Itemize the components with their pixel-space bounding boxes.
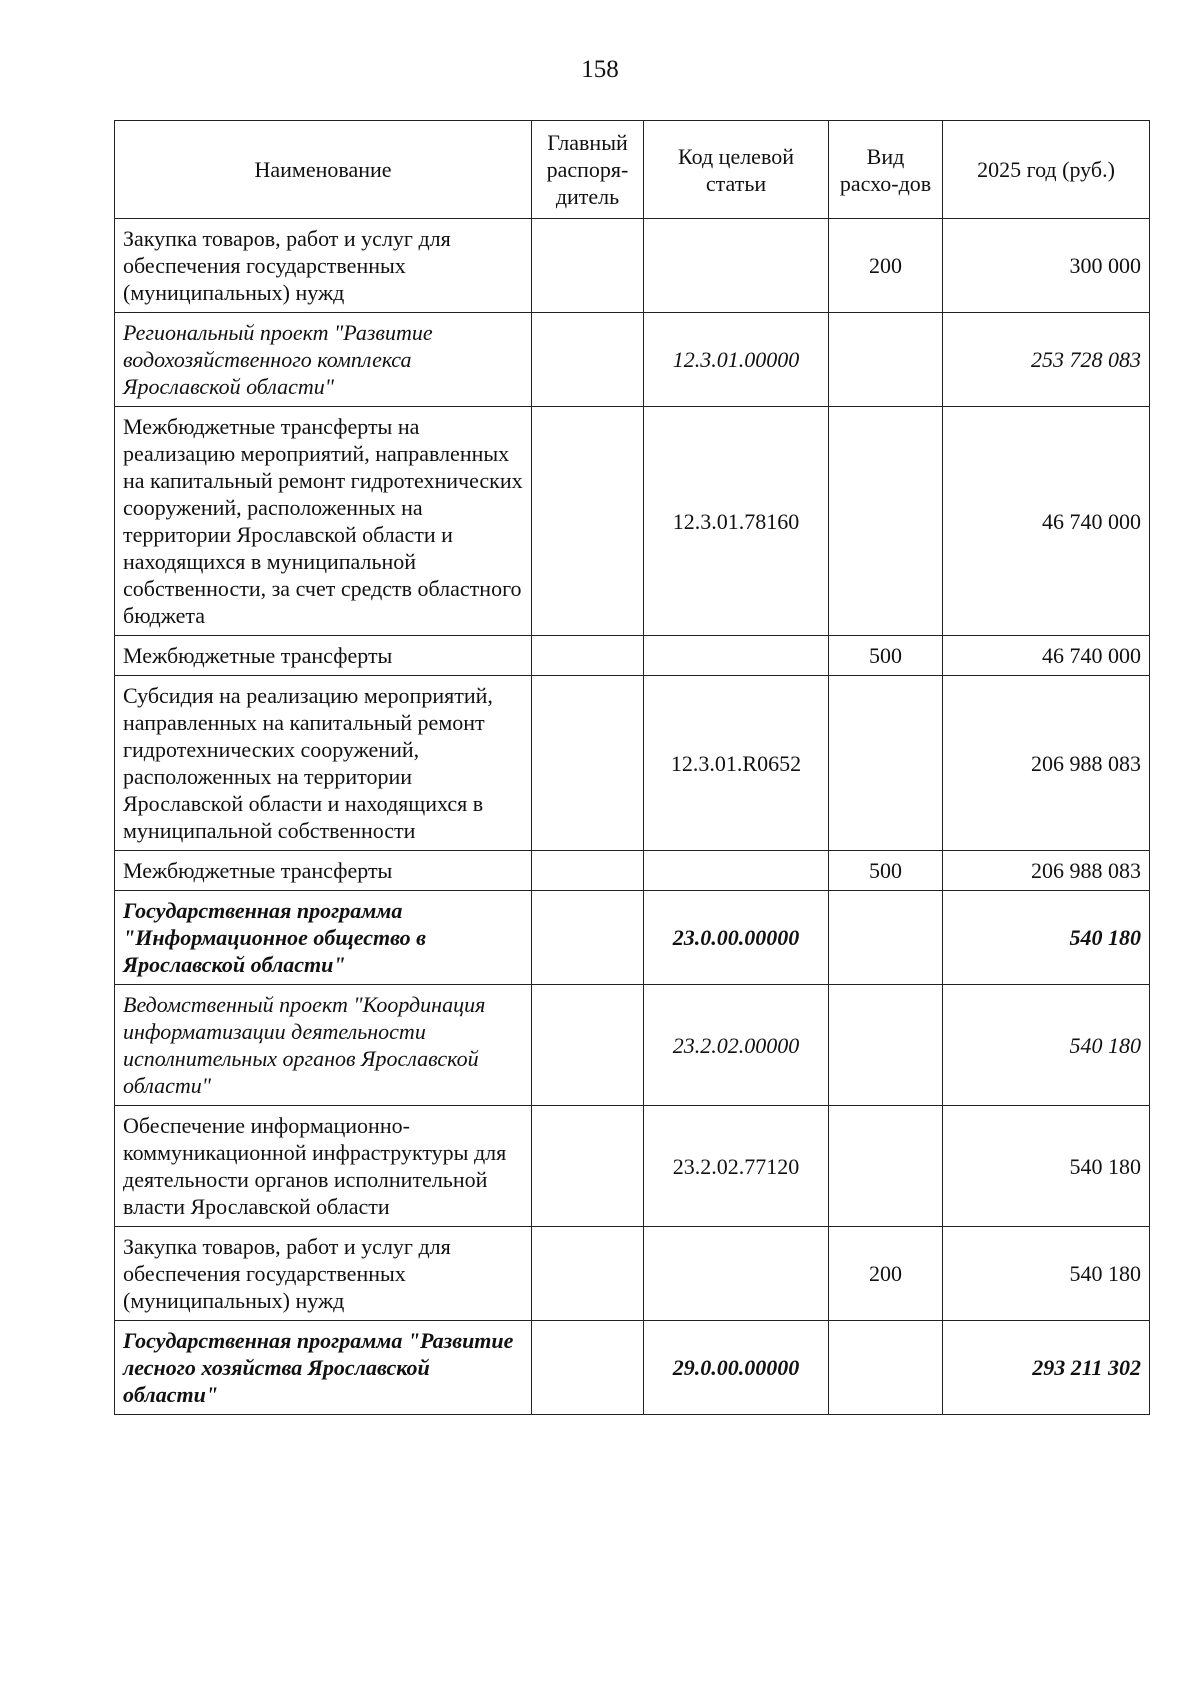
table-body [115,219,1150,1415]
cell-amount: 540 180 [943,891,1150,985]
table-row [115,676,1150,851]
cell-manager [532,985,644,1106]
cell-name: Закупка товаров, работ и услуг для обеспечения государственных (муниципальных) нужд [115,219,532,313]
cell-code [644,219,829,313]
cell-kind: 200 [829,1227,943,1321]
cell-code: 23.2.02.00000 [644,985,829,1106]
header-name: Наименование [115,121,532,219]
cell-amount: 46 740 000 [943,636,1150,676]
cell-kind: 500 [829,636,943,676]
table-row [115,636,1150,676]
cell-kind [829,891,943,985]
cell-name: Межбюджетные трансферты [115,636,532,676]
cell-amount: 206 988 083 [943,851,1150,891]
cell-code: 12.3.01.00000 [644,313,829,407]
cell-kind [829,1106,943,1227]
table-row [115,851,1150,891]
cell-amount: 253 728 083 [943,313,1150,407]
cell-code: 23.0.00.00000 [644,891,829,985]
cell-manager [532,1321,644,1415]
cell-code: 12.3.01.78160 [644,407,829,636]
cell-kind [829,985,943,1106]
cell-name: Ведомственный проект "Координация информатизации деятельности исполнительных органов Ярославской области" [115,985,532,1106]
cell-kind [829,676,943,851]
cell-name: Закупка товаров, работ и услуг для обеспечения государственных (муниципальных) нужд [115,1227,532,1321]
cell-manager [532,676,644,851]
cell-name: Обеспечение информационно-коммуникационной инфраструктуры для деятельности органов исполнительной власти Ярославской области [115,1106,532,1227]
cell-amount: 540 180 [943,1106,1150,1227]
cell-code: 23.2.02.77120 [644,1106,829,1227]
cell-kind [829,407,943,636]
table-row [115,985,1150,1106]
table-row [115,891,1150,985]
page-number: 158 [581,56,619,83]
cell-manager [532,407,644,636]
header-manager: Главный распоря-дитель [532,121,644,219]
cell-name: Межбюджетные трансферты [115,851,532,891]
cell-name: Региональный проект "Развитие водохозяйственного комплекса Ярославской области" [115,313,532,407]
cell-kind: 200 [829,219,943,313]
cell-manager [532,1227,644,1321]
table-row [115,1227,1150,1321]
cell-manager [532,891,644,985]
budget-table [114,120,1150,1415]
cell-manager [532,1106,644,1227]
cell-manager [532,313,644,407]
cell-name: Межбюджетные трансферты на реализацию мероприятий, направленных на капитальный ремонт гидротехнических сооружений, расположенных на территории Ярославской области и находящихся в муниципальной собственности, за счет средств областного бюджета [115,407,532,636]
table-row [115,219,1150,313]
table-row [115,1106,1150,1227]
header-code: Код целевой статьи [644,121,829,219]
header-amount: 2025 год (руб.) [943,121,1150,219]
cell-kind: 500 [829,851,943,891]
table-row [115,407,1150,636]
cell-amount: 540 180 [943,1227,1150,1321]
cell-code: 12.3.01.R0652 [644,676,829,851]
cell-manager [532,636,644,676]
cell-kind [829,313,943,407]
cell-name: Субсидия на реализацию мероприятий, направленных на капитальный ремонт гидротехнических сооружений, расположенных на территории Ярославской области и находящихся в муниципальной собственности [115,676,532,851]
cell-manager [532,851,644,891]
header-kind: Вид расхо-дов [829,121,943,219]
cell-kind [829,1321,943,1415]
cell-amount: 46 740 000 [943,407,1150,636]
cell-code [644,851,829,891]
cell-manager [532,219,644,313]
cell-amount: 293 211 302 [943,1321,1150,1415]
cell-amount: 300 000 [943,219,1150,313]
table-row [115,1321,1150,1415]
cell-code [644,636,829,676]
table-header-row [115,121,1150,219]
cell-name: Государственная программа "Развитие лесного хозяйства Ярославской области" [115,1321,532,1415]
cell-name: Государственная программа "Информационное общество в Ярославской области" [115,891,532,985]
cell-code: 29.0.00.00000 [644,1321,829,1415]
cell-amount: 206 988 083 [943,676,1150,851]
cell-code [644,1227,829,1321]
table-row [115,313,1150,407]
cell-amount: 540 180 [943,985,1150,1106]
